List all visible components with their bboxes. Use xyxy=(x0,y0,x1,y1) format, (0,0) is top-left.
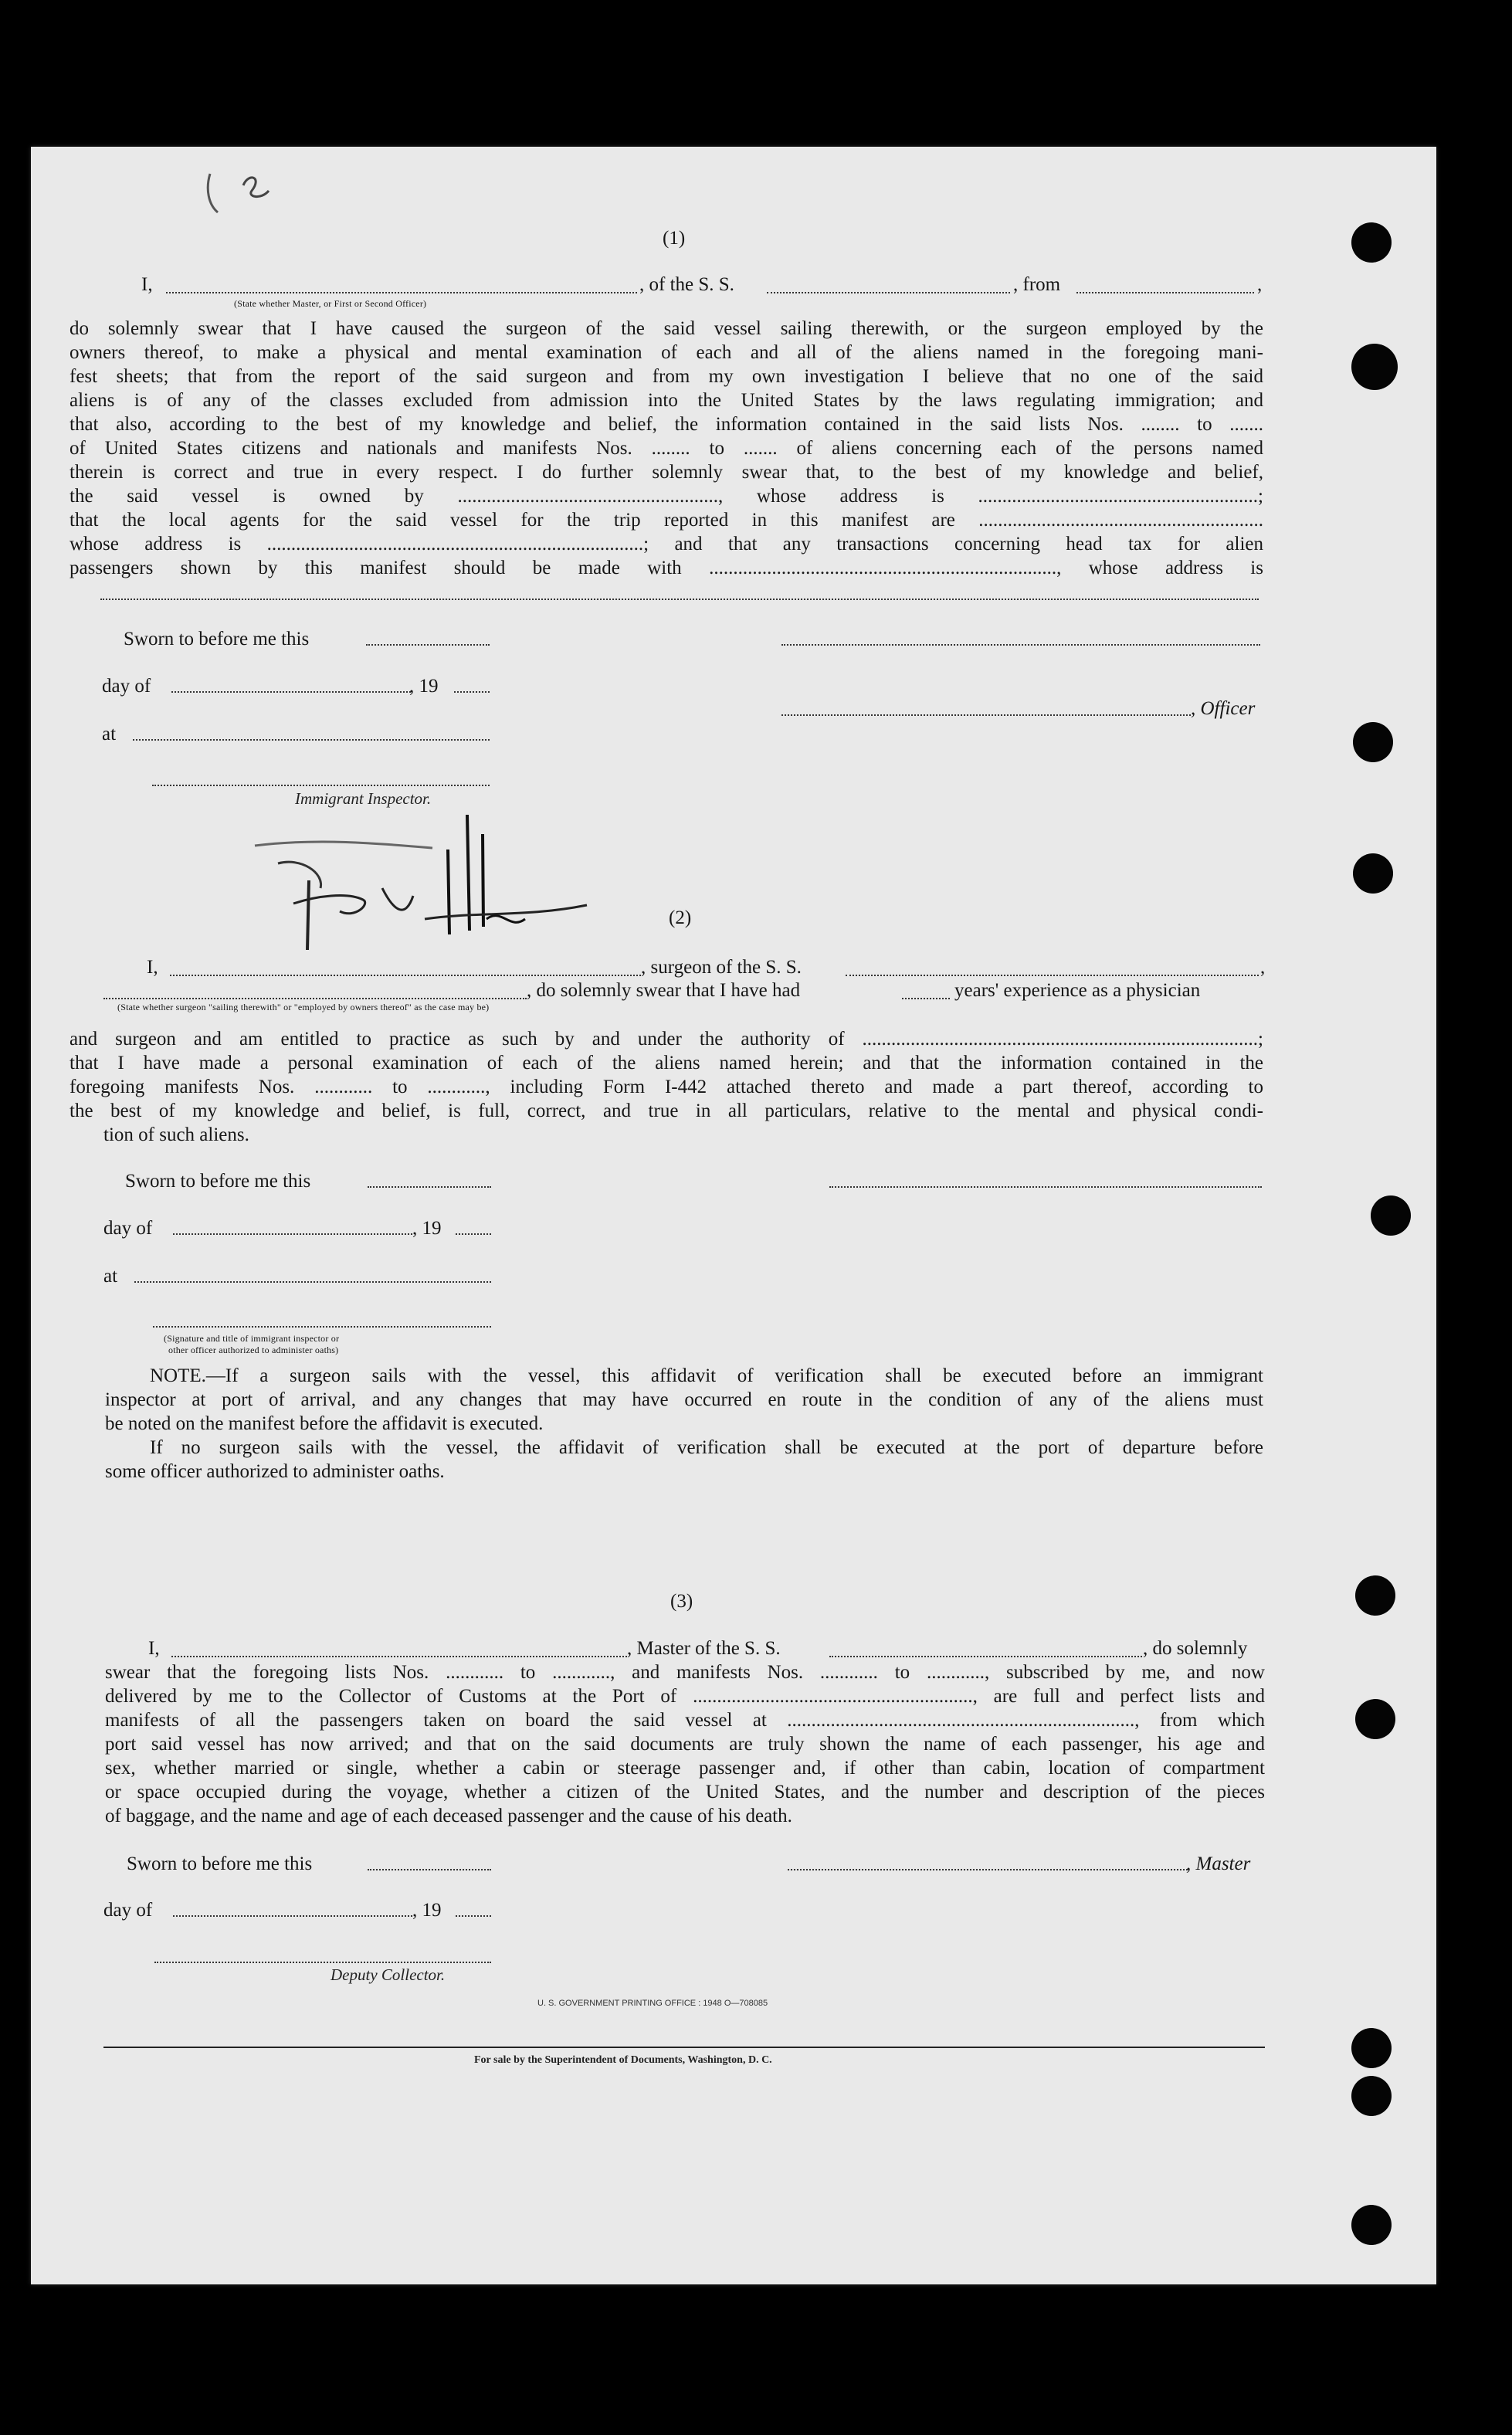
s2-text-line: and surgeon and am entitled to practice as such by and under the authority of ..................................................................................; xyxy=(69,1029,1263,1050)
s2-text-line: that I have made a personal examination of each of the aliens named herein; and that the information contained in the xyxy=(69,1053,1263,1073)
s3-text-line: sex, whether married or single, whether a cabin or steerage passenger and, if other than cabin, location of compartment xyxy=(105,1758,1265,1779)
s3-sworn-label: Sworn to before me this xyxy=(127,1853,313,1874)
punch-hole xyxy=(1353,722,1393,762)
s1-of-ss-label: , of the S. S. xyxy=(639,274,734,295)
s1-day-label: day of xyxy=(102,676,151,697)
punch-hole xyxy=(1355,1699,1395,1739)
s1-officer-hint: (State whether Master, or First or Second Officer) xyxy=(234,298,427,309)
s1-i-label: I, xyxy=(141,274,153,295)
s3-day-label: day of xyxy=(103,1900,153,1921)
s3-text-line: port said vessel has now arrived; and that on the said documents are truly shown the name of each passenger, his age and xyxy=(105,1734,1265,1755)
s3-master-label: , Master xyxy=(1186,1853,1251,1874)
s1-text-line: that also, according to the best of my knowledge and belief, the information contained in the said lists Nos. ........ to ....... xyxy=(69,414,1263,435)
s3-solemnly-label: , do solemnly xyxy=(1143,1638,1248,1659)
s2-swear-label: , do solemnly swear that I have had xyxy=(527,980,801,1001)
s2-comma: , xyxy=(1260,957,1266,978)
punch-hole xyxy=(1353,853,1393,894)
s2-sworn-label: Sworn to before me this xyxy=(125,1171,311,1192)
s3-text-line: delivered by me to the Collector of Customs at the Port of .........................................................., are full and perfect lists and xyxy=(105,1686,1265,1707)
s1-year-blank xyxy=(454,691,490,693)
punch-hole xyxy=(1371,1195,1411,1236)
punch-hole xyxy=(1351,222,1392,263)
s1-at-label: at xyxy=(102,724,117,744)
punch-hole xyxy=(1351,344,1398,390)
margin-mark xyxy=(201,166,286,228)
s1-inspector-blank xyxy=(152,785,490,786)
section-3-heading: (3) xyxy=(670,1591,693,1612)
s1-at-blank xyxy=(133,739,490,741)
s3-master-signature-blank xyxy=(788,1869,1188,1870)
s2-years-blank xyxy=(902,998,950,999)
s1-officer-blank xyxy=(781,714,1191,716)
s1-day-blank xyxy=(171,691,411,693)
s1-officer-label: , Officer xyxy=(1191,698,1256,719)
punch-hole xyxy=(1355,1575,1395,1616)
s2-surgeon-type-blank xyxy=(103,998,527,999)
s2-signature-caption-1: (Signature and title of immigrant inspector or xyxy=(164,1333,340,1344)
s1-year-label: , 19 xyxy=(409,676,439,697)
s3-day-blank xyxy=(173,1915,412,1917)
s2-sworn-blank xyxy=(368,1186,491,1188)
s2-day-label: day of xyxy=(103,1218,153,1239)
s2-surgeon-label: , surgeon of the S. S. xyxy=(641,957,802,978)
s3-sworn-blank xyxy=(368,1869,491,1870)
s2-note2-last-line: some officer authorized to administer oaths. xyxy=(105,1461,445,1482)
for-sale-line: For sale by the Superintendent of Documents, Washington, D. C. xyxy=(474,2054,772,2066)
s3-master-name-blank xyxy=(171,1656,627,1657)
s1-text-line: whose address is ..............................................................................; and that any transactions concerning head tax for alien xyxy=(69,534,1263,554)
s2-i-label: I, xyxy=(147,957,158,978)
s3-year-label: , 19 xyxy=(412,1900,442,1921)
s1-sworn-label: Sworn to before me this xyxy=(124,629,310,649)
footer-rule xyxy=(103,2047,1265,2048)
s2-year-blank xyxy=(456,1233,491,1235)
s2-year-label: , 19 xyxy=(412,1218,442,1239)
s2-note-line: NOTE.—If a surgeon sails with the vessel, this affidavit of verification shall be executed before an immigrant xyxy=(150,1365,1263,1386)
s2-years-label: years' experience as a physician xyxy=(954,980,1201,1001)
punch-hole xyxy=(1351,2028,1392,2068)
s2-day-blank xyxy=(173,1233,412,1235)
s1-text-line: passengers shown by this manifest should be made with ........................................................................, whose address is xyxy=(69,558,1263,578)
s1-text-line: that the local agents for the said vessel for the trip reported in this manifest are ........................................................... xyxy=(69,510,1263,531)
s2-signature-caption-2: other officer authorized to administer oaths) xyxy=(168,1345,339,1355)
s1-text-line: fest sheets; that from the report of the said surgeon and from my own investigation I believe that no one of the said xyxy=(69,366,1263,387)
s1-final-address-blank xyxy=(100,599,1259,600)
punch-hole xyxy=(1351,2205,1392,2245)
section-1-heading: (1) xyxy=(663,228,686,249)
s2-text-last-line: tion of such aliens. xyxy=(103,1124,249,1145)
s1-text-line: therein is correct and true in every respect. I do further solemnly swear that, to the best of my knowledge and belief, xyxy=(69,462,1263,483)
s2-inspector-signature-blank xyxy=(153,1326,491,1328)
s1-text-line: aliens is of any of the classes excluded from admission into the United States by the laws regulating immigration; and xyxy=(69,390,1263,411)
s2-note-line: inspector at port of arrival, and any changes that may have occurred en route in the condition of any of the aliens must xyxy=(105,1389,1263,1410)
s1-from-label: , from xyxy=(1013,274,1061,295)
s2-signature-blank xyxy=(829,1186,1262,1188)
s1-vessel-blank xyxy=(767,292,1010,293)
s2-text-line: foregoing manifests Nos. ............ to ............, including Form I-442 attached thereto and made a part thereof, according to xyxy=(69,1077,1263,1097)
s1-signature-blank xyxy=(781,644,1260,646)
s2-note2-line: If no surgeon sails with the vessel, the affidavit of verification shall be executed at the port of departure before xyxy=(150,1437,1263,1458)
s1-text-line: do solemnly swear that I have caused the surgeon of the said vessel sailing therewith, or the surgeon employed by the xyxy=(69,318,1263,339)
s3-deputy-label: Deputy Collector. xyxy=(331,1965,446,1984)
s3-vessel-blank xyxy=(829,1656,1142,1657)
s1-officer-name-blank xyxy=(166,292,637,293)
gpo-imprint: U. S. GOVERNMENT PRINTING OFFICE : 1948 O—708085 xyxy=(537,1999,768,2008)
s2-at-label: at xyxy=(103,1266,118,1287)
s2-at-blank xyxy=(134,1281,491,1283)
s1-text-line: the said vessel is owned by ......................................................, whose address is ..........................................................; xyxy=(69,486,1263,507)
s1-inspector-label: Immigrant Inspector. xyxy=(295,789,432,808)
s2-surgeon-hint: (State whether surgeon "sailing therewith" or "employed by owners thereof" as the case may be) xyxy=(117,1002,490,1012)
s3-text-line: or space occupied during the voyage, whether a citizen of the United States, and the number and description of the pieces xyxy=(105,1782,1265,1803)
inspector-signature xyxy=(247,803,602,958)
s3-year-blank xyxy=(456,1915,491,1917)
s1-from-blank xyxy=(1076,292,1254,293)
s2-surgeon-name-blank xyxy=(170,975,641,976)
s1-comma: , xyxy=(1257,274,1263,295)
s1-text-line: owners thereof, to make a physical and mental examination of each and all of the aliens named in the foregoing mani- xyxy=(69,342,1263,363)
s3-master-of-label: , Master of the S. S. xyxy=(627,1638,781,1659)
s3-text-line: manifests of all the passengers taken on board the said vessel at ........................................................................, from which xyxy=(105,1710,1265,1731)
s3-deputy-blank xyxy=(154,1962,491,1963)
s3-text-last-line: of baggage, and the name and age of each deceased passenger and the cause of his death. xyxy=(105,1806,792,1826)
s3-text-line: swear that the foregoing lists Nos. ............ to ............, and manifests Nos. ............ to ............, subscribed by me, and now xyxy=(105,1662,1265,1683)
s2-vessel-blank xyxy=(846,975,1259,976)
punch-hole xyxy=(1351,2076,1392,2116)
section-2-heading: (2) xyxy=(669,907,692,928)
s1-sworn-blank xyxy=(366,644,490,646)
s2-note-last-line: be noted on the manifest before the affidavit is executed. xyxy=(105,1413,544,1434)
s3-i-label: I, xyxy=(148,1638,160,1659)
s2-text-line: the best of my knowledge and belief, is full, correct, and true in all particulars, relative to the mental and physical condi- xyxy=(69,1100,1263,1121)
s1-text-line: of United States citizens and nationals and manifests Nos. ........ to ....... of aliens concerning each of the persons named xyxy=(69,438,1263,459)
